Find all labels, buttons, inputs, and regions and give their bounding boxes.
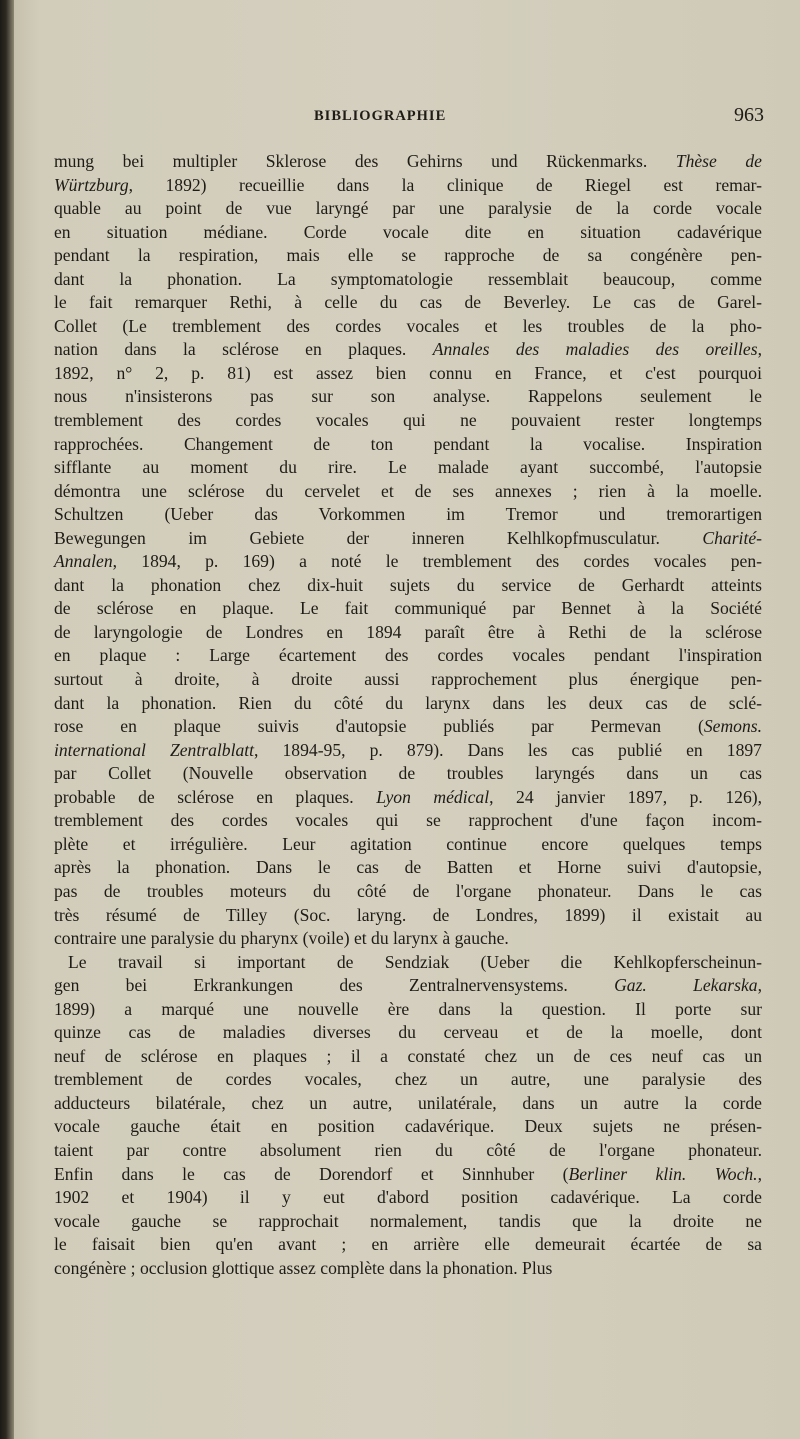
running-head [56, 106, 776, 130]
text-line [54, 833, 762, 857]
text-line [54, 1257, 762, 1281]
text-run: 1892, n° 2, p. 81) est assez bien connu en France, et c'est pourquoi [54, 362, 762, 383]
text-run: vocale gauche se rapprochait normalement, tandis que la droite ne [54, 1210, 762, 1231]
text-line [54, 221, 762, 245]
text-run: Collet (Le tremblement des cordes vocales et les troubles de la pho- [54, 315, 762, 336]
text-line [54, 527, 762, 551]
text-line [54, 338, 762, 362]
text-line [54, 503, 762, 527]
text-run: , 1894, p. 169) a noté le tremblement des cordes vocales pen- [112, 551, 762, 572]
text-line [54, 1068, 762, 1092]
text-run: pas de troubles moteurs du côté de l'organe phonateur. Dans le cas [54, 880, 762, 901]
italic-citation: international Zentralblatt [54, 739, 255, 760]
text-run: tremblement des cordes vocales qui ne pouvaient rester longtemps [54, 410, 762, 431]
text-run: contraire une paralysie du pharynx (voile) et du larynx à gauche. [54, 928, 509, 949]
text-run: , [757, 339, 762, 360]
text-run: de sclérose en plaque. Le fait communiqué par Bennet à la Société [54, 598, 762, 619]
text-line [54, 174, 762, 198]
text-run: en situation médiane. Corde vocale dite en situation cadavérique [54, 221, 762, 242]
text-run: rapprochées. Changement de ton pendant la vocalise. Inspiration [54, 433, 762, 454]
text-line [54, 927, 762, 951]
text-run: très résumé de Tilley (Soc. laryng. de Londres, 1899) il existait au [54, 904, 762, 925]
text-line [54, 268, 762, 292]
text-line [54, 1092, 762, 1116]
text-line [54, 197, 762, 221]
text-run: taient par contre absolument rien du côté de l'organe phonateur. [54, 1139, 762, 1160]
text-line [54, 150, 762, 174]
text-run: adducteurs bilatérale, chez un autre, unilatérale, dans un autre la corde [54, 1092, 762, 1113]
text-run: sifflante au moment du rire. Le malade ayant succombé, l'autopsie [54, 457, 762, 478]
text-run: le fait remarquer Rethi, à celle du cas de Beverley. Le cas de Garel- [54, 292, 762, 313]
text-line [54, 715, 762, 739]
italic-citation: Berliner klin. Woch. [568, 1163, 758, 1184]
text-run: de laryngologie de Londres en 1894 paraît être à Rethi de la sclérose [54, 621, 762, 642]
text-run: le faisait bien qu'en avant ; en arrière elle demeurait écartée de sa [54, 1234, 762, 1255]
text-line [54, 904, 762, 928]
text-run: Bewegungen im Gebiete der inneren Kelhlkopfmusculatur. [54, 527, 703, 548]
text-run: probable de sclérose en plaques. [54, 786, 377, 807]
text-run: par Collet (Nouvelle observation de troubles laryngés dans un cas [54, 763, 762, 784]
text-run: après la phonation. Dans le cas de Batten et Horne suivi d'autopsie, [54, 857, 762, 878]
text-line [54, 291, 762, 315]
text-line [54, 974, 762, 998]
text-run: 1899) a marqué une nouvelle ère dans la question. Il porte sur [54, 998, 762, 1019]
text-run: , [757, 975, 762, 996]
text-run: dant la phonation. La symptomatologie ressemblait beaucoup, comme [54, 268, 762, 289]
text-line [54, 692, 762, 716]
text-line [54, 951, 762, 975]
italic-citation: Annales des maladies des oreilles [432, 339, 758, 360]
text-line [54, 433, 762, 457]
text-run: neuf de sclérose en plaques ; il a constaté chez un de ces neuf cas un [54, 1045, 762, 1066]
text-run: congénère ; occlusion glottique assez complète dans la phonation. Plus [54, 1257, 553, 1278]
text-line [54, 362, 762, 386]
italic-citation: Thèse de [675, 151, 762, 171]
text-line [54, 1186, 762, 1210]
text-line [54, 644, 762, 668]
italic-citation: Gaz. Lekarska [614, 975, 758, 996]
text-line [54, 409, 762, 433]
text-run: quinze cas de maladies diverses du cerveau et de la moelle, dont [54, 1022, 762, 1043]
italic-citation: Semons. [703, 716, 762, 737]
body-text [54, 150, 762, 1280]
text-run: rose en plaque suivis d'autopsie publiés par Permevan ( [54, 716, 704, 737]
text-run: pendant la respiration, mais elle se rapproche de sa congénère pen- [54, 245, 762, 266]
text-run: nous n'insisterons pas sur son analyse. Rappelons seulement le [54, 386, 762, 407]
italic-citation: Charité- [702, 527, 762, 548]
text-run: nation dans la sclérose en plaques. [54, 339, 433, 360]
text-line [54, 1233, 762, 1257]
book-binding-shadow [0, 0, 14, 1439]
text-run: gen bei Erkrankungen des Zentralnervensystems. [54, 975, 615, 996]
text-line [54, 1163, 762, 1187]
text-run: , 1892) recueillie dans la clinique de Riegel est remar- [128, 174, 762, 195]
text-run: tremblement de cordes vocales, chez un autre, une paralysie des [54, 1069, 762, 1090]
text-run: en plaque : Large écartement des cordes vocales pendant l'inspiration [54, 645, 762, 666]
text-line [54, 1045, 762, 1069]
text-line [54, 315, 762, 339]
text-line [54, 762, 762, 786]
text-run: démontra une sclérose du cervelet et de ses annexes ; rien à la moelle. [54, 480, 762, 501]
text-line [54, 809, 762, 833]
text-run: , 24 janvier 1897, p. 126), [489, 786, 762, 807]
running-title: BIBLIOGRAPHIE [314, 108, 447, 124]
text-line [54, 244, 762, 268]
text-line [54, 998, 762, 1022]
text-run: , [757, 1163, 762, 1184]
text-run: vocale gauche était en position cadavérique. Deux sujets ne présen- [54, 1116, 762, 1137]
text-run: surtout à droite, à droite aussi rapprochement plus énergique pen- [54, 669, 762, 690]
text-line [54, 880, 762, 904]
text-run: dant la phonation. Rien du côté du larynx dans les deux cas de sclé- [54, 692, 762, 713]
text-run: dant la phonation chez dix-huit sujets du service de Gerhardt atteints [54, 574, 762, 595]
text-line [54, 456, 762, 480]
text-line [54, 786, 762, 810]
text-run: tremblement des cordes vocales qui se rapprochent d'une façon incom- [54, 810, 762, 831]
italic-citation: Lyon médical [376, 786, 490, 807]
text-line [54, 480, 762, 504]
text-run: Enfin dans le cas de Dorendorf et Sinnhuber ( [54, 1163, 569, 1184]
text-run: Schultzen (Ueber das Vorkommen im Tremor und tremorartigen [54, 504, 762, 525]
text-run: , 1894-95, p. 879). Dans les cas publié en 1897 [254, 739, 762, 760]
text-line [54, 1021, 762, 1045]
text-line [54, 1115, 762, 1139]
text-run: Le travail si important de Sendziak (Ueber die Kehlkopferscheinun- [68, 951, 762, 972]
text-line [54, 574, 762, 598]
text-line [54, 550, 762, 574]
text-run: quable au point de vue laryngé par une paralysie de la corde vocale [54, 198, 762, 219]
text-run: mung bei multipler Sklerose des Gehirns und Rückenmarks. [54, 151, 676, 171]
text-run: plète et irrégulière. Leur agitation continue encore quelques temps [54, 833, 762, 854]
text-line [54, 668, 762, 692]
text-line [54, 856, 762, 880]
text-line [54, 1210, 762, 1234]
text-line [54, 621, 762, 645]
text-line [54, 597, 762, 621]
text-line [54, 739, 762, 763]
text-line [54, 1139, 762, 1163]
italic-citation: Würtzburg [54, 174, 129, 195]
text-run: 1902 et 1904) il y eut d'abord position cadavérique. La corde [54, 1187, 762, 1208]
italic-citation: Annalen [54, 551, 113, 572]
text-line [54, 385, 762, 409]
page-number: 963 [734, 104, 764, 126]
